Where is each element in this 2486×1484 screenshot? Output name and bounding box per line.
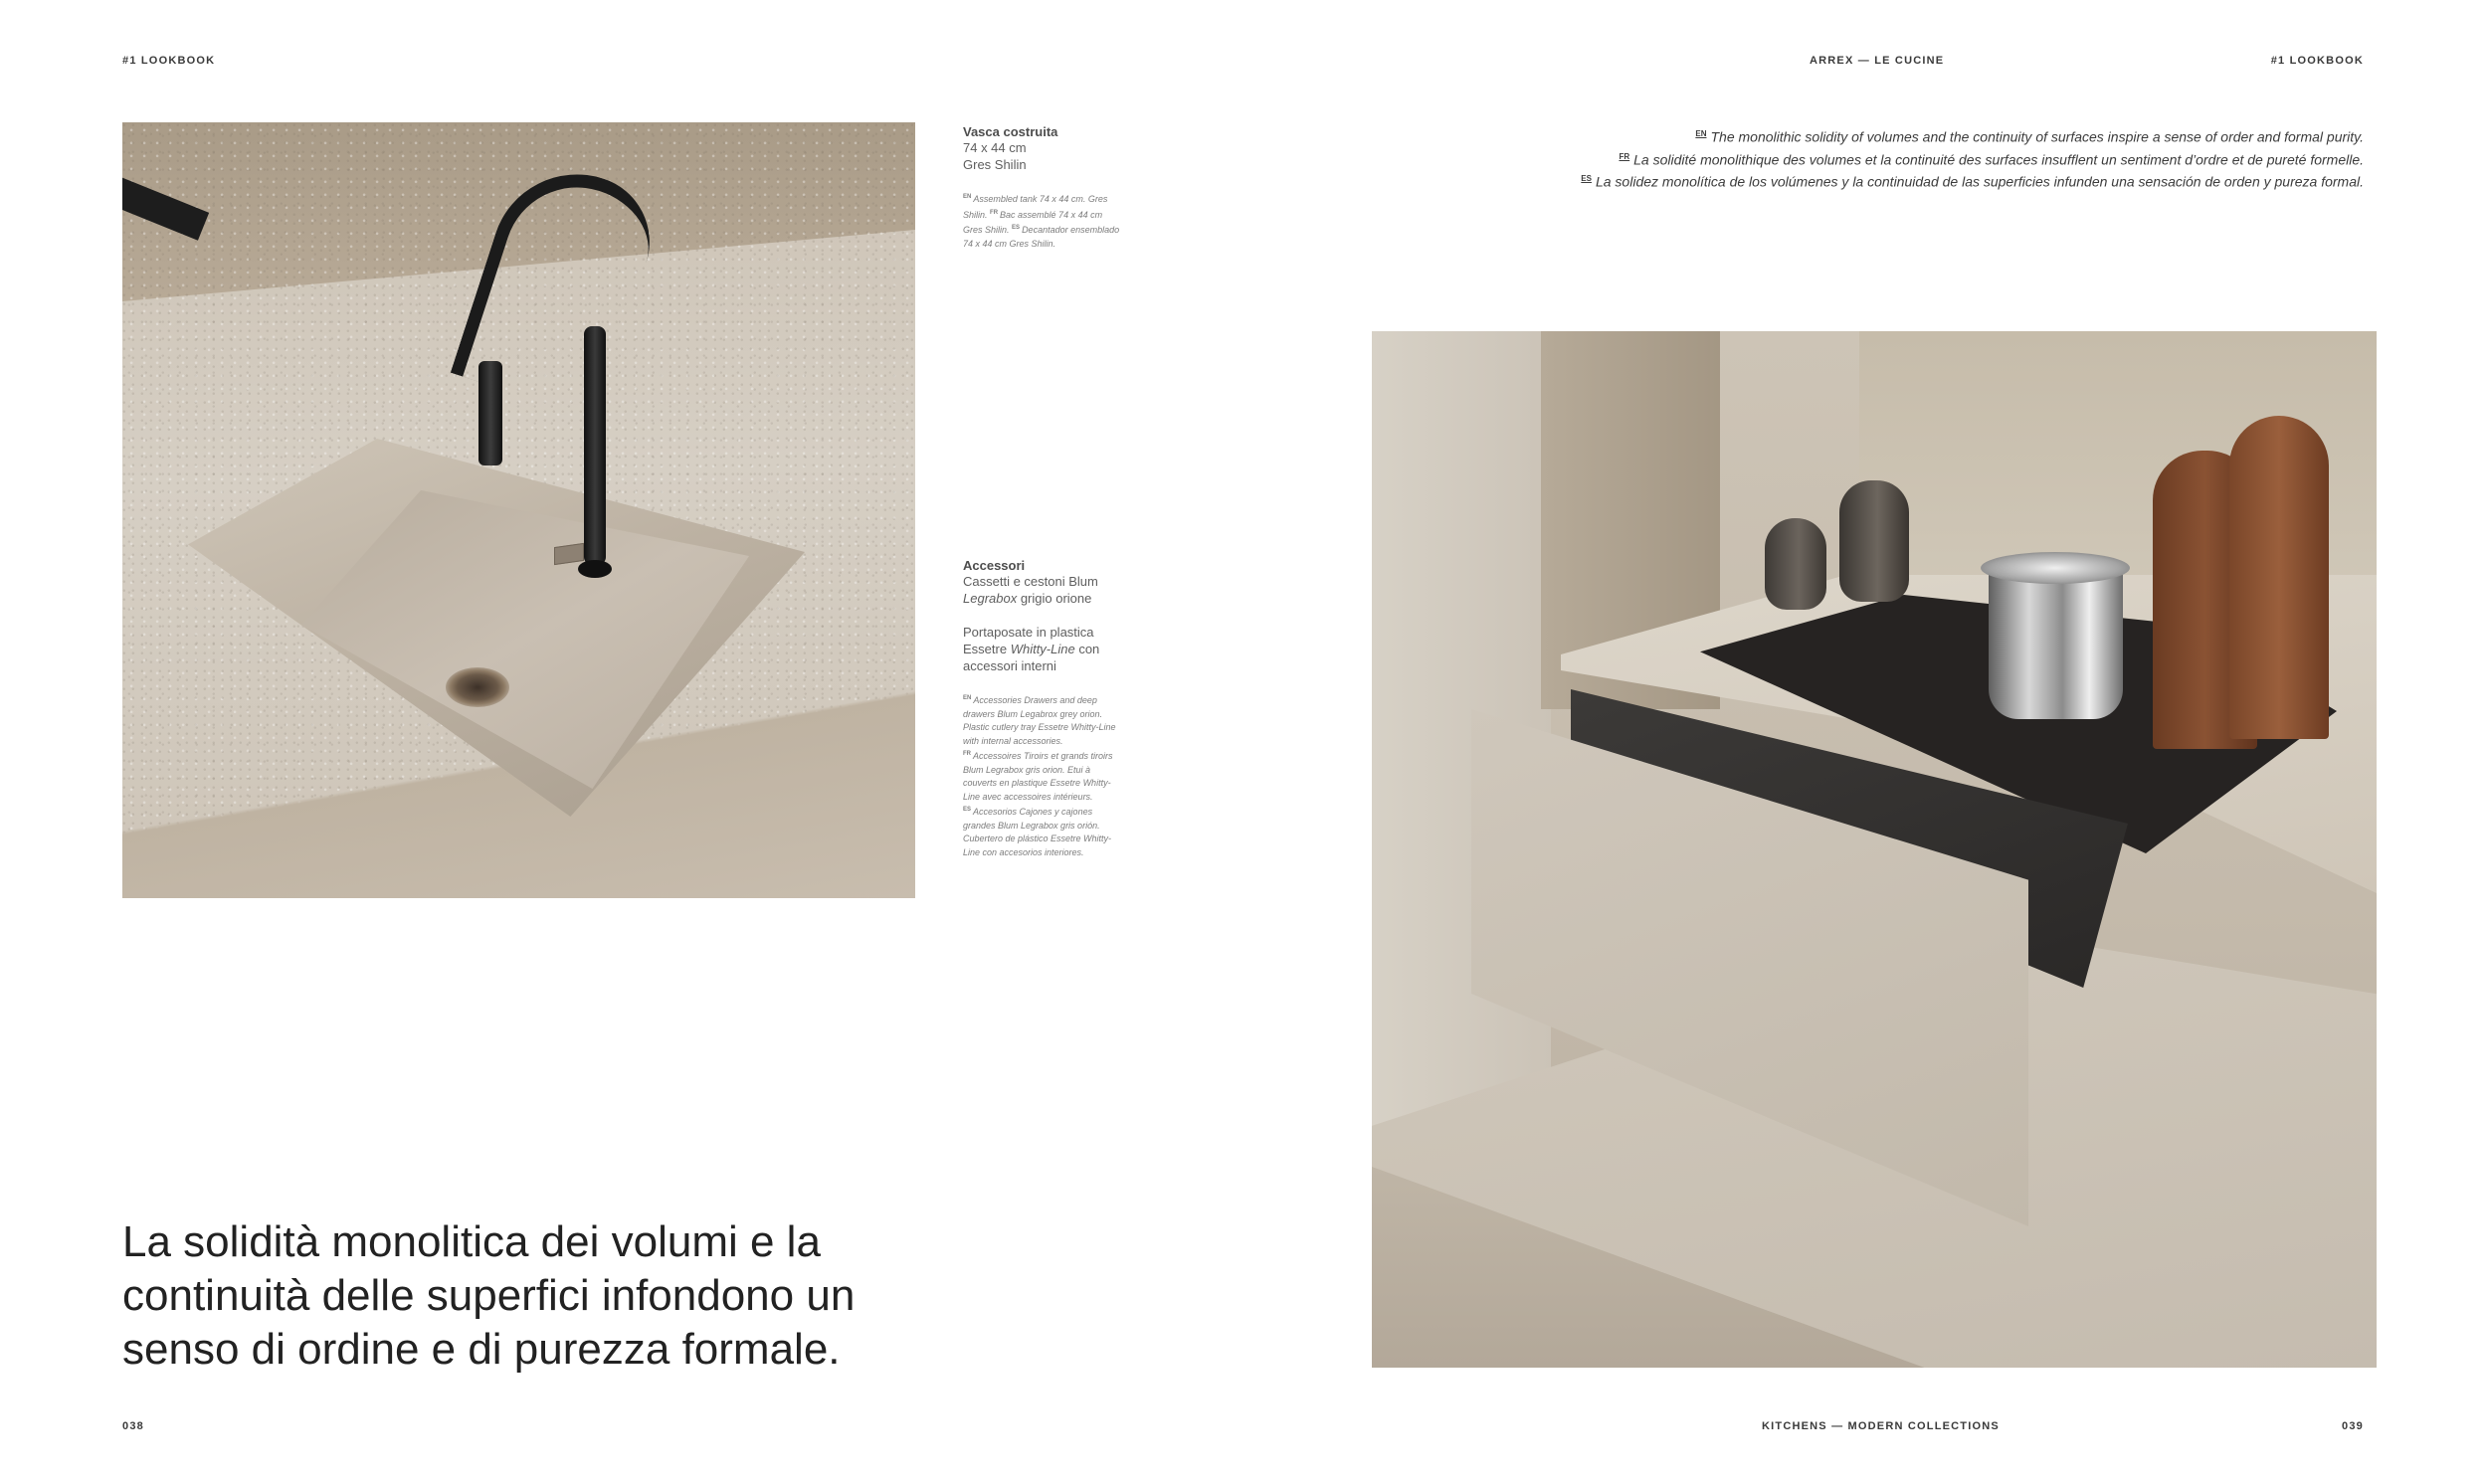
caption-accessories-line5: accessori interni xyxy=(963,658,1056,673)
faucet-spout xyxy=(478,361,502,465)
cutting-board-2 xyxy=(2229,416,2329,739)
caption-sink-title: Vasca costruita xyxy=(963,124,1058,139)
translation-es: $^{ES}$ La solidez monolítica de los volúmenes y la continuidad de las superficies infunden una sensación de orden y pureza formal. xyxy=(1581,173,2364,190)
quote-line-1: La solidità monolitica dei volumi e la xyxy=(122,1217,821,1266)
caption-accessories-line1: Cassetti e cestoni Blum xyxy=(963,574,1098,589)
kitchen-photo xyxy=(1372,331,2377,1368)
steel-pot-lid xyxy=(1981,552,2130,584)
caption-accessories-line3: Portaposate in plastica xyxy=(963,625,1094,640)
caption-sink-material: Gres Shilin xyxy=(963,157,1027,172)
caption-accessories-line4: Essetre Whitty-Line con xyxy=(963,642,1100,656)
vase-large xyxy=(1839,480,1909,602)
translation-fr: $^{FR}$ La solidité monolithique des volumes et la continuité des surfaces insufflent un sentiment d’ordre et de pureté formelle. xyxy=(1619,151,2364,168)
page-number-left: 038 xyxy=(122,1420,144,1432)
sink-photo xyxy=(122,122,915,898)
caption-accessories-title: Accessori xyxy=(963,558,1026,573)
caption-sink-translations: $^{EN}$ Assembled tank 74 x 44 cm. Gres Shilin. $^{FR}$ Bac assemblé 74 x 44 cm Gres Shilin. $^{ES}$ Decantador ensemblado 74 x 44 cm Gres Shilin. xyxy=(963,194,1120,249)
vase-small xyxy=(1765,518,1826,610)
steel-pot xyxy=(1989,565,2123,719)
caption-accessories-line2: Legrabox grigio orione xyxy=(963,591,1092,606)
caption-sink xyxy=(963,124,1122,251)
header-brand: ARREX — LE CUCINE xyxy=(1810,55,1945,67)
quote-line-2: continuità delle superfici infondono un xyxy=(122,1271,856,1320)
drain xyxy=(446,667,509,707)
header-lookbook-left: #1 LOOKBOOK xyxy=(122,55,216,67)
caption-accessories xyxy=(963,558,1122,859)
translation-en: $^{EN}$ The monolithic solidity of volumes and the continuity of surfaces inspire a sense of order and formal purity. xyxy=(1695,128,2364,145)
faucet-body xyxy=(584,326,606,565)
caption-accessories-translations: $^{EN}$ Accessories Drawers and deep drawers Blum Legabrox grey orion. Plastic cutlery tray Essetre Whitty-Line with internal accessories. $^{FR}$ Accessoires Tiroirs et grands tiroirs Blum Legrabox gris orion. Etui à couverts en plastique Essetre Whitty-Line avec accessoires intérieurs. $^{ES}$ Accesorios Cajones y cajones grandes Blum Legrabox gris orión. Cubertero de plástico Essetre Whitty-Line con accesorios interiores. xyxy=(963,695,1116,857)
quote-line-3: senso di ordine e di purezza formale. xyxy=(122,1325,841,1374)
footer-section: KITCHENS — MODERN COLLECTIONS xyxy=(1762,1420,2000,1432)
quote-translations xyxy=(1319,124,2364,192)
main-quote xyxy=(122,1215,978,1377)
caption-sink-size: 74 x 44 cm xyxy=(963,140,1027,155)
page-number-right: 039 xyxy=(2342,1420,2364,1432)
header-lookbook-right: #1 LOOKBOOK xyxy=(2270,55,2364,67)
faucet-base xyxy=(578,560,612,578)
